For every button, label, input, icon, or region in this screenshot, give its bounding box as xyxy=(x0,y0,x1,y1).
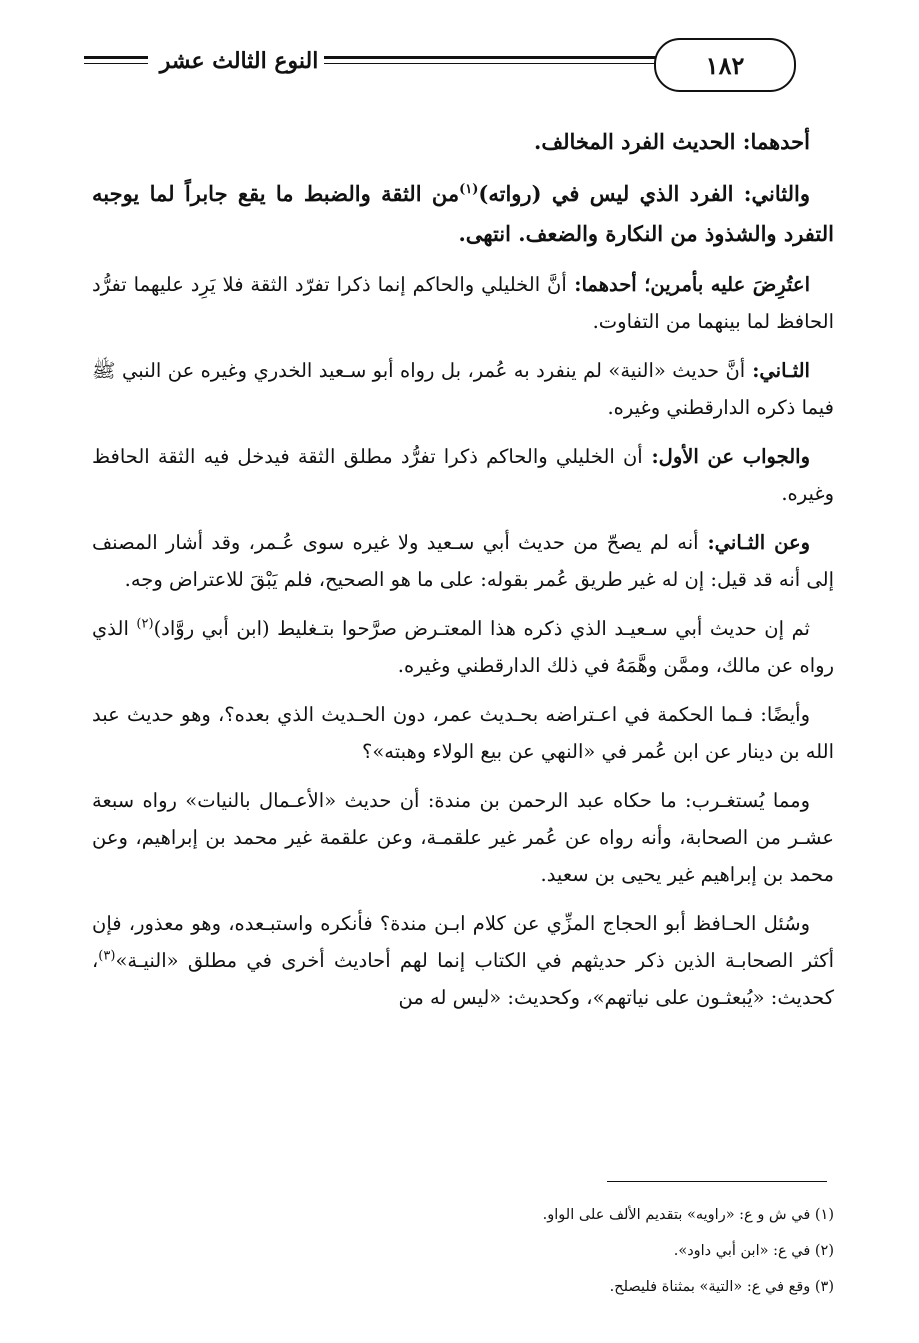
page-number: ١٨٢ xyxy=(705,50,745,80)
paragraph xyxy=(92,905,834,1016)
paragraph-lead: اعتُرِضَ عليه بأمرين؛ أحدهما: xyxy=(566,273,810,296)
paragraph-text: أن الخليلي والحاكم ذكرا تفرُّد مطلق الثقة فيدخل فيه الثقة الحافظ وغيره. xyxy=(92,445,834,505)
paragraph-text: أنه لم يصحّ من حديث أبي سـعيد ولا غيره سوى عُـمر، وقد أشار المصنف إلى أنه قد قيل: إن له غير طريق عُمر بقوله: على ما هو الصحيح، فلم يَبْقَ للاعتراض وجه. xyxy=(92,531,834,591)
paragraph-text-after: الذي رواه عن مالك، وممَّن وهَّمَهُ في ذلك الدارقطني وغيره. xyxy=(92,617,834,677)
paragraph xyxy=(92,122,834,162)
paragraph-lead: والجواب عن الأول: xyxy=(642,445,810,468)
paragraph-text: أحدهما: الحديث الفرد المخالف. xyxy=(534,129,810,154)
paragraph-lead: الثـاني: xyxy=(745,359,810,382)
paragraph-text: الفرد الذي ليس في (رواته) xyxy=(478,181,734,206)
paragraph xyxy=(92,524,834,598)
paragraph-text: ومما يُستغـرب: ما حكاه عبد الرحمن بن مندة: أن حديث «الأعـمال بالنيات» رواه سبعة عشـر من الصحابة، وأنه رواه عن عُمر غير علقمـة، وعن علقمة غير محمد بن إبراهيم، وعن محمد بن إبراهيم غير يحيى بن سعيد. xyxy=(92,789,834,886)
paragraph-text-after: ، كحديث: «يُبعثـون على نياتهم»، وكحديث: «ليس له من xyxy=(92,949,834,1009)
chapter-title: النوع الثالث عشر xyxy=(154,48,324,74)
paragraph xyxy=(92,352,834,426)
paragraph xyxy=(92,782,834,893)
paragraph-text: وأيضًا: فـما الحكمة في اعـتراضه بحـديث عمر، دون الحـديث الذي بعده؟، وهو حديث عبد الله بن دينار عن ابن عُمر في «النهي عن بيع الولاء وهبته»؟ xyxy=(92,703,834,763)
header-rule-long xyxy=(314,56,656,59)
paragraph xyxy=(92,266,834,340)
paragraph-text: أنَّ الخليلي والحاكم إنما ذكرا تفرّد الثقة فلا يَرِد عليهما تفرُّد الحافظ لما بينهما من التفاوت. xyxy=(92,273,834,333)
footnote: (١) في ش و ع: «راويه» بتقديم الألف على الواو. xyxy=(542,1207,834,1223)
paragraph-lead: والثاني: xyxy=(733,181,810,206)
main-text xyxy=(92,122,834,1028)
footnote-separator xyxy=(607,1181,827,1182)
paragraph xyxy=(92,174,834,254)
header-rule-long-thin xyxy=(314,63,656,64)
paragraph xyxy=(92,438,834,512)
header-rule-short xyxy=(84,56,148,59)
footnote: (٣) وقع في ع: «التية» بمثناة فليصلح. xyxy=(609,1279,834,1295)
page-number-badge xyxy=(654,38,796,92)
paragraph xyxy=(92,610,834,684)
footnotes xyxy=(92,1204,834,1312)
footnote-ref: (٣) xyxy=(98,948,116,964)
paragraph-text: أنَّ حديث «النية» لم ينفرد به عُمر، بل رواه أبو سـعيد الخدري وغيره عن النبي ﷺ فيما ذكره الدارقطني وغيره. xyxy=(92,359,834,419)
footnote-ref: (١) xyxy=(459,182,479,197)
footnote-ref: (٢) xyxy=(136,616,154,632)
header-rule-short-thin xyxy=(84,63,148,64)
paragraph-text: ثم إن حديث أبي سـعيـد الذي ذكره هذا المعتـرض صرَّحوا بتـغليط (ابن أبي روَّاد) xyxy=(153,617,810,640)
paragraph-text-after: من الثقة والضبط ما يقع جابراً لما يوجبه التفرد والشذوذ من النكارة والضعف. انتهى. xyxy=(92,181,834,246)
page-header xyxy=(84,34,836,106)
paragraph-lead: وعن الثـاني: xyxy=(698,531,811,554)
paragraph-text: وسُئل الحـافظ أبو الحجاج المزِّي عن كلام ابـن مندة؟ فأنكره واستبـعده، وهو معذور، فإن أكثر الصحابـة الذين ذكر حديثهم في الكتاب إنما لهم أحاديث أخرى في مطلق «النيـة» xyxy=(92,912,834,972)
footnote: (٢) في ع: «ابن أبي داود». xyxy=(673,1243,834,1259)
paragraph xyxy=(92,696,834,770)
